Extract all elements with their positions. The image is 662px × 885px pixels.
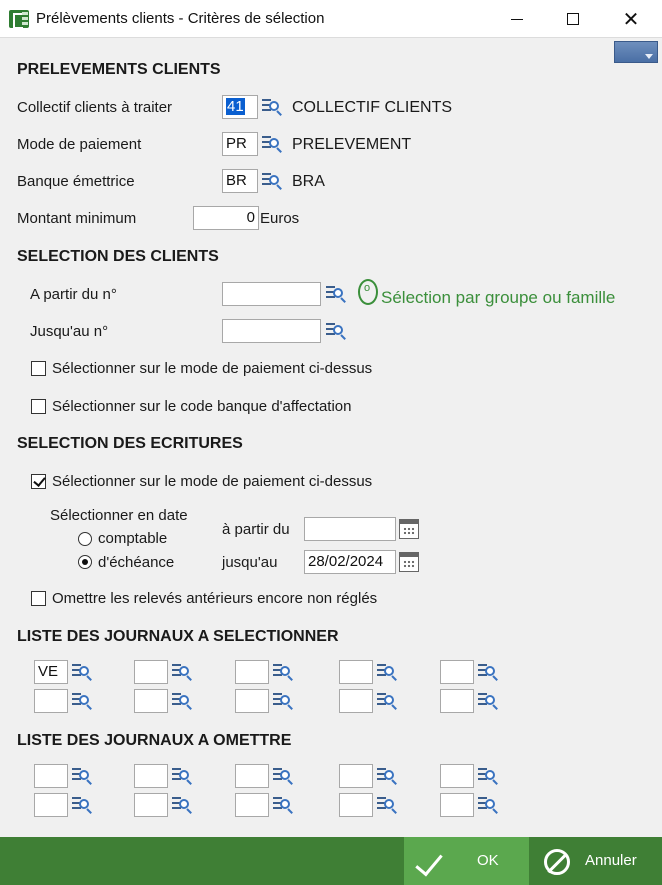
omettre-journal-input[interactable] xyxy=(235,793,269,817)
client-to-label: Jusqu'au n° xyxy=(30,323,109,340)
app-icon xyxy=(9,10,29,28)
omettre-journal-input[interactable] xyxy=(440,793,474,817)
client-from-input[interactable] xyxy=(222,282,321,306)
mode-paiement-description: PRELEVEMENT xyxy=(292,136,412,153)
section-ecritures-title: SELECTION DES ECRITURES xyxy=(17,435,243,452)
check-icon xyxy=(415,848,442,877)
date-from-input[interactable] xyxy=(304,517,396,541)
selection-journal-lookup-icon[interactable] xyxy=(171,690,193,712)
group-family-icon[interactable] xyxy=(358,279,378,305)
clients-code-banque-label[interactable]: Sélectionner sur le code banque d'affectation xyxy=(52,398,352,415)
omettre-journal-input[interactable] xyxy=(134,793,168,817)
omettre-journal-lookup-icon[interactable] xyxy=(71,794,93,816)
omettre-journal-lookup-icon[interactable] xyxy=(171,794,193,816)
section-journaux-selection-title: LISTE DES JOURNAUX A SELECTIONNER xyxy=(17,628,339,645)
collectif-description: COLLECTIF CLIENTS xyxy=(292,99,453,116)
selection-journal-input[interactable] xyxy=(339,689,373,713)
section-clients-title: SELECTION DES CLIENTS xyxy=(17,248,219,265)
selection-journal-lookup-icon[interactable] xyxy=(272,690,294,712)
clients-code-banque-checkbox[interactable] xyxy=(31,399,46,414)
mode-paiement-input[interactable]: PR xyxy=(222,132,258,156)
ecritures-mode-paiement-checkbox[interactable] xyxy=(31,474,46,489)
selection-journal-lookup-icon[interactable] xyxy=(171,661,193,683)
cancel-icon xyxy=(544,849,570,875)
radio-echeance-label[interactable]: d'échéance xyxy=(98,554,175,571)
banque-label: Banque émettrice xyxy=(17,173,135,190)
omettre-journal-input[interactable] xyxy=(339,764,373,788)
minimize-icon xyxy=(511,19,523,20)
radio-comptable-label[interactable]: comptable xyxy=(98,530,168,547)
clients-mode-paiement-checkbox[interactable] xyxy=(31,361,46,376)
omettre-releves-label[interactable]: Omettre les relevés antérieurs encore non réglés xyxy=(52,590,378,607)
date-to-calendar-icon[interactable] xyxy=(399,552,419,572)
selection-journal-lookup-icon[interactable] xyxy=(71,661,93,683)
selection-journal-lookup-icon[interactable] xyxy=(376,661,398,683)
ok-button-label: OK xyxy=(477,852,499,869)
section-journaux-omettre-title: LISTE DES JOURNAUX A OMETTRE xyxy=(17,732,292,749)
client-to-input[interactable] xyxy=(222,319,321,343)
selection-journal-input[interactable] xyxy=(235,660,269,684)
omettre-journal-lookup-icon[interactable] xyxy=(376,794,398,816)
selection-journal-input[interactable]: VE xyxy=(34,660,68,684)
montant-unit: Euros xyxy=(260,210,300,227)
mode-paiement-label: Mode de paiement xyxy=(17,136,142,153)
collectif-lookup-icon[interactable] xyxy=(261,96,283,118)
selection-journal-input[interactable] xyxy=(134,660,168,684)
ok-button[interactable] xyxy=(404,837,529,885)
mode-paiement-lookup-icon[interactable] xyxy=(261,133,283,155)
omettre-journal-lookup-icon[interactable] xyxy=(477,765,499,787)
date-from-label: à partir du xyxy=(222,521,290,538)
collectif-input-value: 41 xyxy=(227,98,244,115)
cancel-button[interactable] xyxy=(529,837,662,885)
ecritures-mode-paiement-label[interactable]: Sélectionner sur le mode de paiement ci-dessus xyxy=(52,473,373,490)
selection-journal-input[interactable] xyxy=(339,660,373,684)
selection-journal-input[interactable] xyxy=(440,689,474,713)
collectif-input[interactable] xyxy=(222,95,258,119)
radio-echeance[interactable] xyxy=(78,555,92,569)
omettre-releves-checkbox[interactable] xyxy=(31,591,46,606)
date-group-label: Sélectionner en date xyxy=(50,507,188,524)
selection-journal-input[interactable] xyxy=(34,689,68,713)
selection-journal-input[interactable] xyxy=(134,689,168,713)
radio-comptable[interactable] xyxy=(78,532,92,546)
close-icon: ✕ xyxy=(622,8,640,31)
options-dropdown-icon[interactable] xyxy=(614,41,658,63)
omettre-journal-input[interactable] xyxy=(440,764,474,788)
maximize-button[interactable] xyxy=(544,0,602,38)
selection-journal-lookup-icon[interactable] xyxy=(376,690,398,712)
montant-input[interactable]: 0 xyxy=(193,206,259,230)
omettre-journal-lookup-icon[interactable] xyxy=(71,765,93,787)
omettre-journal-input[interactable] xyxy=(339,793,373,817)
banque-input[interactable]: BR xyxy=(222,169,258,193)
banque-lookup-icon[interactable] xyxy=(261,170,283,192)
selection-journal-lookup-icon[interactable] xyxy=(477,690,499,712)
collectif-label: Collectif clients à traiter xyxy=(17,99,173,116)
date-to-input[interactable]: 28/02/2024 xyxy=(304,550,396,574)
maximize-icon xyxy=(567,13,579,25)
minimize-button[interactable] xyxy=(488,0,546,38)
section-prelevements-title: PRELEVEMENTS CLIENTS xyxy=(17,61,221,78)
cancel-button-label: Annuler xyxy=(585,852,637,869)
client-from-lookup-icon[interactable] xyxy=(325,283,347,305)
date-from-calendar-icon[interactable] xyxy=(399,519,419,539)
omettre-journal-lookup-icon[interactable] xyxy=(477,794,499,816)
client-from-label: A partir du n° xyxy=(30,286,117,303)
selection-journal-input[interactable] xyxy=(440,660,474,684)
group-family-link[interactable]: Sélection par groupe ou famille xyxy=(381,288,616,307)
montant-label: Montant minimum xyxy=(17,210,137,227)
omettre-journal-lookup-icon[interactable] xyxy=(376,765,398,787)
omettre-journal-input[interactable] xyxy=(34,764,68,788)
omettre-journal-lookup-icon[interactable] xyxy=(171,765,193,787)
title-bar xyxy=(0,0,662,38)
omettre-journal-input[interactable] xyxy=(134,764,168,788)
client-to-lookup-icon[interactable] xyxy=(325,320,347,342)
clients-mode-paiement-label[interactable]: Sélectionner sur le mode de paiement ci-dessus xyxy=(52,360,373,377)
date-to-label: jusqu'au xyxy=(222,554,278,571)
omettre-journal-input[interactable] xyxy=(235,764,269,788)
window-title: Prélèvements clients - Critères de sélection xyxy=(36,10,325,27)
selection-journal-lookup-icon[interactable] xyxy=(272,661,294,683)
omettre-journal-lookup-icon[interactable] xyxy=(272,765,294,787)
selection-journal-input[interactable] xyxy=(235,689,269,713)
close-button[interactable] xyxy=(602,0,660,38)
omettre-journal-lookup-icon[interactable] xyxy=(272,794,294,816)
selection-journal-lookup-icon[interactable] xyxy=(477,661,499,683)
selection-journal-lookup-icon[interactable] xyxy=(71,690,93,712)
banque-description: BRA xyxy=(292,173,325,190)
omettre-journal-input[interactable] xyxy=(34,793,68,817)
